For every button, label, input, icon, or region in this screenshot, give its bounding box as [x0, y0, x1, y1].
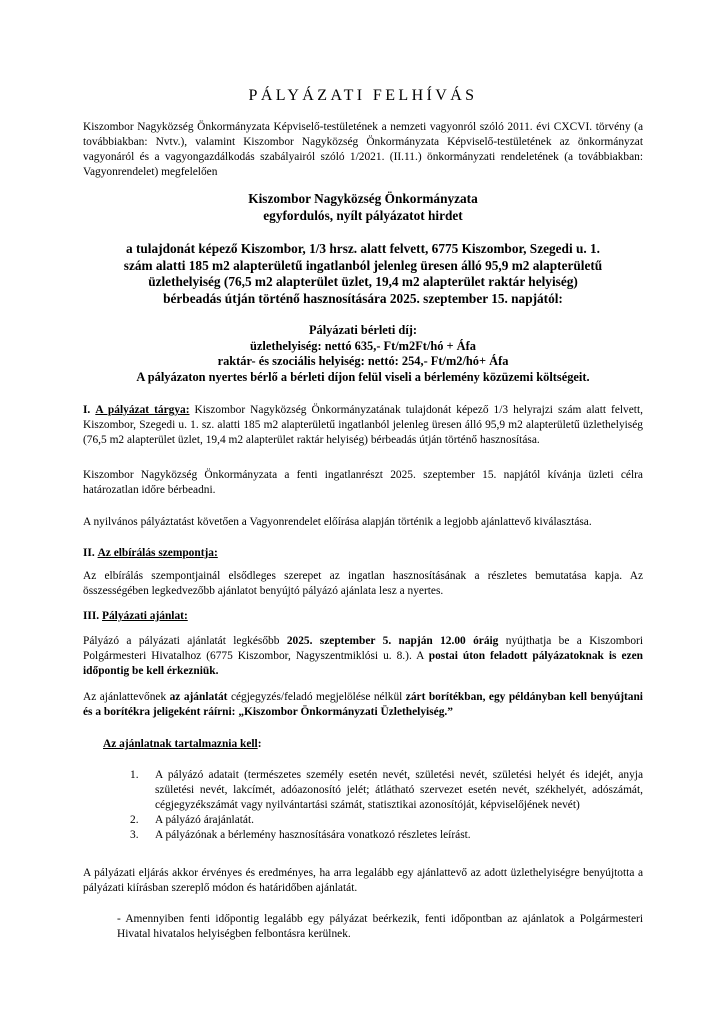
announcer-block [83, 191, 643, 224]
section-2-heading [83, 546, 643, 561]
postal-note: postai úton feladott pályázatoknak is ezen időpontig be kell érkezniük. [83, 650, 643, 677]
section-3-heading [83, 609, 643, 624]
submission-text-a: Pályázó a pályázati ajánlatát legkésőbb [83, 635, 287, 647]
envelope-text-a: Az ajánlattevőnek [83, 691, 170, 703]
contents-heading [103, 737, 643, 752]
fee-storage: raktár- és szociális helyiség: nettó: 254,- Ft/m2/hó+ Áfa [217, 354, 509, 368]
requirements-list [83, 768, 643, 843]
section-2-number: II. [83, 547, 95, 559]
intro-paragraph: Kiszombor Nagyközség Önkormányzata Képviselő-testületének a nemzeti vagyonról szóló 2011. évi CXCVI. törvény (a továbbiakban: Nvtv.), valamint Kiszombor Nagyközség Önkormányzata Képviselő-testületének az önkormányzat vagyonáról és a vagyongazdálkodás szabályairól szóló 1/2021. (II.11.) önkormányzati rendeletének (a továbbiakban: Vagyonrendelet) megfelelően [83, 121, 643, 178]
fee-note: A pályázaton nyertes bérlő a bérleti díjon felül viseli a bérlemény közüzemi költségeit. [136, 369, 590, 384]
list-item [83, 768, 643, 813]
announcer-line-2: egyfordulós, nyílt pályázatot hirdet [263, 207, 463, 223]
section-1-text: Kiszombor Nagyközség Önkormányzatának tulajdonát képező 1/3 helyrajzi szám alatt felvett, Kiszombor, Szegedi u. 1. sz. alatti 185 m2 alapterületű ingatlanból jelenleg üresen álló 95,9 m2 alapterületű üzlethelyiség (76,5 m2 alapterület üzlet, 19,4 m2 alapterület raktár helyiség) bérbeadás útján történő hasznosítása. [83, 404, 643, 446]
list-item [83, 813, 643, 828]
validity-paragraph: A pályázati eljárás akkor érvényes és eredményes, ha arra legalább egy ajánlattevő az adott üzlethelyiségre benyújtotta a pályázati kiírásban szereplő módon és határidőben ajánlatát. [83, 867, 643, 894]
submission-paragraph [83, 634, 643, 679]
subject-line-3: üzlethelyiség (76,5 m2 alapterület üzlet, 19,4 m2 alapterület raktár helyiség) [148, 274, 578, 289]
section-1-number: I. [83, 404, 91, 416]
list-item-number: 2. [130, 814, 139, 826]
subject-line-2: szám alatti 185 m2 alapterületű ingatlanból jelenleg üresen álló 95,9 m2 alapterületű [123, 257, 603, 273]
opening-paragraph: - Amennyiben fenti időpontig legalább egy pályázat beérkezik, fenti időpontban az ajánlatok a Polgármesteri Hivatal hivatalos helyiségben felbontásra kerülnek. [117, 913, 643, 940]
envelope-text-bold-2: zárt borítékban, egy példányban kell benyújtani és a borítékra jeligeként ráírni: „Kiszombor Önkormányzati Üzlethelyiség.” [83, 691, 643, 718]
fee-shop: üzlethelyiség: nettó 635,- Ft/m2Ft/hó + Áfa [250, 338, 476, 353]
list-item-text: A pályázónak a bérlemény hasznosítására vonatkozó részletes leírást. [155, 829, 471, 841]
section-2-label: Az elbírálás szempontja: [97, 547, 218, 559]
section-1-paragraph [83, 403, 643, 448]
list-item-number: 3. [130, 829, 139, 841]
contents-colon: : [257, 738, 262, 750]
section-3-number: III. [83, 610, 100, 622]
list-item [83, 828, 643, 843]
document-title: PÁLYÁZATI FELHÍVÁS [248, 87, 478, 104]
section-1-label: A pályázat tárgya: [95, 404, 190, 416]
envelope-text-c: cégjegyzés/feladó megjelölése nélkül [227, 691, 406, 703]
envelope-text-bold-1: az ajánlatát [169, 691, 228, 703]
fee-title: Pályázati bérleti díj: [308, 323, 418, 337]
contents-label: Az ajánlatnak tartalmaznia kell [103, 738, 258, 750]
list-item-text: A pályázó adatait (természetes személy esetén nevét, születési nevét, születési helyét és idejét, anyja születési nevét, lakcímét, adóazonosító jelét; átlátható szervezet esetén nevét, székhelyét, adószámát, cégjegyzékszámát vagy nyilvántartási számát, statisztikai azonosítóját, képviselőjének nevét) [155, 769, 643, 811]
list-item-text: A pályázó árajánlatát. [155, 814, 254, 826]
submission-deadline: 2025. szeptember 5. napján 12.00 óráig [286, 635, 499, 647]
envelope-paragraph [83, 690, 643, 720]
section-2-paragraph: Az elbírálás szempontjainál elsődleges szerepet az ingatlan hasznosításának a részletes bemutatása kapja. Az összességében legkedvezőbb ajánlatot benyújtó pályázó ajánlata lesz a nyertes. [83, 570, 643, 597]
section-1-paragraph-3: A nyilvános pályáztatást követően a Vagyonrendelet előírása alapján történik a legjobb ajánlattevő kiválasztása. [83, 516, 592, 528]
subject-heading [83, 241, 643, 307]
section-3-label: Pályázati ajánlat: [102, 610, 188, 622]
subject-line-4: bérbeadás útján történő hasznosítására 2025. szeptember 15. napjától: [163, 290, 563, 306]
subject-line-1: a tulajdonát képező Kiszombor, 1/3 hrsz. alatt felvett, 6775 Kiszombor, Szegedi u. 1. [126, 241, 600, 256]
list-item-number: 1. [130, 769, 139, 781]
fee-block [83, 323, 643, 385]
announcer-line-1: Kiszombor Nagyközség Önkormányzata [248, 191, 478, 206]
section-1-paragraph-2: Kiszombor Nagyközség Önkormányzata a fenti ingatlanrészt 2025. szeptember 15. napjától kívánja üzleti célra határozatlan időre bérbeadni. [83, 469, 643, 496]
submission-text-b: nyújthatja be a Kiszombori Polgármesteri Hivatalhoz (6775 Kiszombor, Nagyszentmiklósi u. 8.). A [83, 635, 643, 662]
